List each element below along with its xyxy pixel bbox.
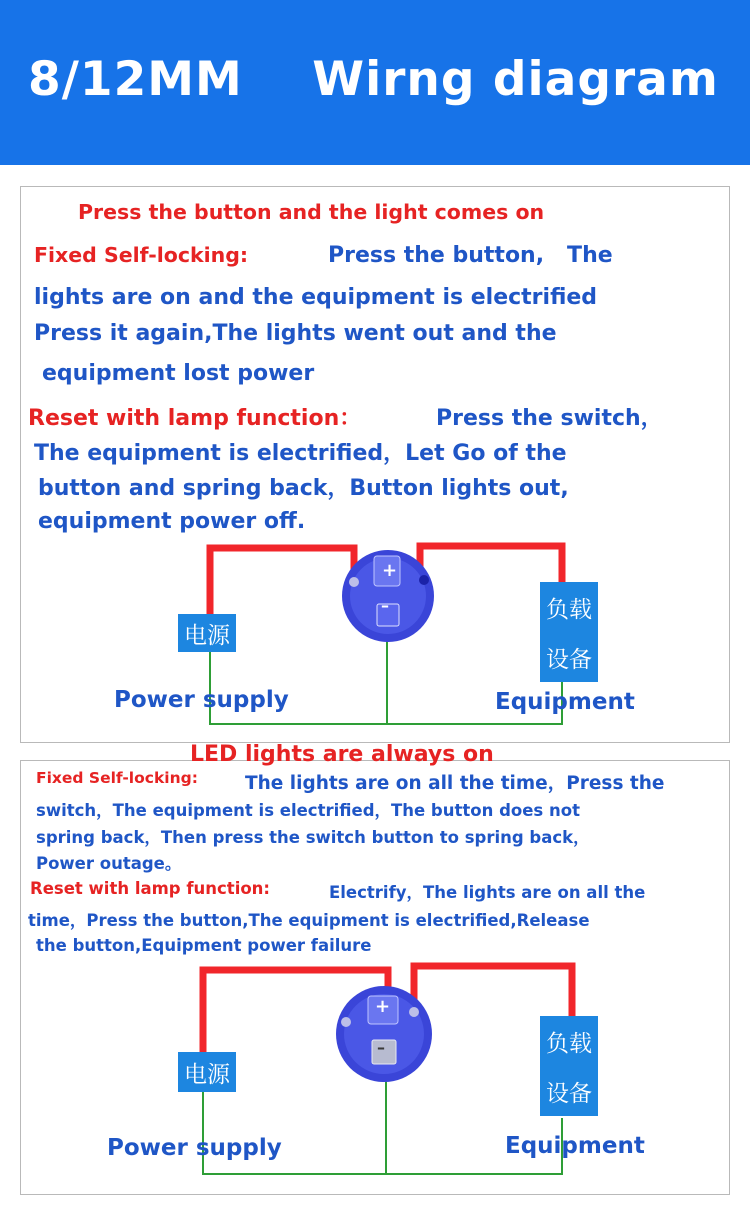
section2-reset-label: Reset with lamp function:: [30, 879, 271, 898]
diagram1-power-label: Power supply: [114, 687, 289, 713]
section1-fixed-line3: Press it again,The lights went out and the: [34, 321, 557, 346]
diagram2-power-box: 电源: [178, 1052, 236, 1092]
diagram2-load-box: [540, 1016, 598, 1116]
page-title: 8/12MM Wirng diagram: [28, 52, 719, 107]
diagram1-load-line1: 负载: [546, 596, 592, 623]
section2-fixed-line3: spring back，Then press the switch button to spring back，: [36, 828, 590, 847]
diagram2-power-label: Power supply: [107, 1135, 282, 1161]
section2-reset-line2: time，Press the button,The equipment is electrified,Release: [28, 911, 590, 930]
diagram2-load-line2: 设备: [546, 1080, 592, 1107]
diagram1-equipment-label: Equipment: [495, 689, 635, 715]
section1-reset-label: Reset with lamp function：: [28, 406, 362, 431]
section1-fixed-line2: lights are on and the equipment is electrified: [34, 285, 598, 310]
section2-fixed-line1: The lights are on all the time，Press the: [245, 773, 665, 794]
section1-fixed-label: Fixed Self-locking:: [34, 243, 249, 267]
diagram1-terminal-plus: +: [382, 560, 398, 581]
section1-reset-line3: button and spring back，Button lights out,: [38, 476, 569, 501]
section1-reset-line4: equipment power off.: [38, 509, 306, 534]
diagram2-load-line1: 负载: [546, 1030, 592, 1057]
diagram2-terminal-plus: +: [375, 996, 391, 1017]
section1-heading: Press the button and the light comes on: [78, 200, 545, 224]
diagram2-equipment-label: Equipment: [505, 1133, 645, 1159]
section1-reset-line2: The equipment is electrified，Let Go of the: [34, 441, 567, 466]
section1-fixed-line1: Press the button, The: [328, 243, 613, 268]
diagram1-load-box: [540, 582, 598, 682]
diagram2-terminal-minus: –: [377, 1038, 385, 1057]
diagram1-power-box: 电源: [178, 614, 236, 652]
section1-reset-line1: Press the switch，: [436, 406, 663, 431]
section2-heading: LED lights are always on: [190, 742, 494, 767]
section2-reset-line1: Electrify，The lights are on all the: [329, 883, 646, 902]
section2-reset-line3: the button,Equipment power failure: [36, 936, 372, 955]
section2-fixed-line4: Power outage。: [36, 854, 182, 873]
diagram1-terminal-minus: –: [381, 596, 389, 615]
section1-fixed-line4: equipment lost power: [42, 361, 315, 386]
section2-fixed-line2: switch，The equipment is electrified，The button does not: [36, 801, 580, 820]
section2-fixed-label: Fixed Self-locking:: [36, 769, 198, 787]
diagram1-load-line2: 设备: [546, 646, 592, 673]
